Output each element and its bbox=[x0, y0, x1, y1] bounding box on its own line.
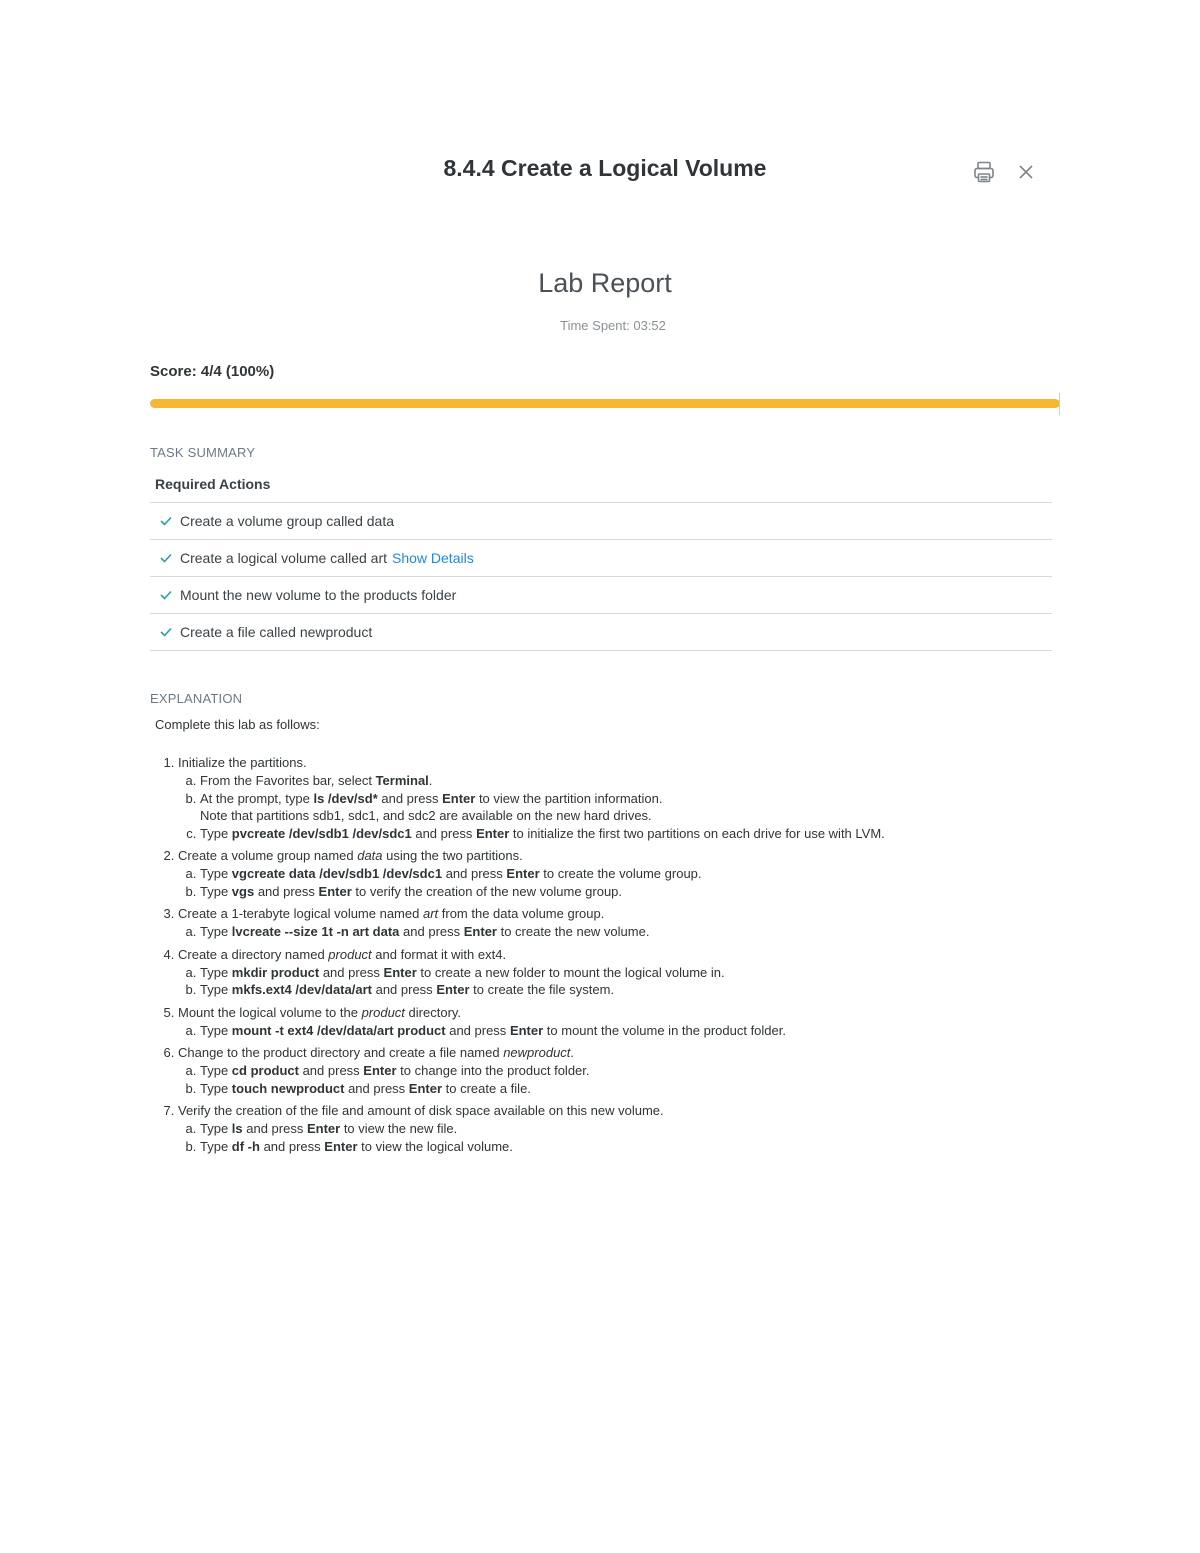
command-text: Enter bbox=[476, 825, 510, 841]
sub-step-item bbox=[200, 825, 1050, 843]
step-text: Initialize the partitions. bbox=[178, 755, 307, 770]
sub-step-item bbox=[200, 1022, 1050, 1040]
command-text: Enter bbox=[408, 1080, 443, 1096]
task-row bbox=[150, 577, 1052, 614]
step-text: Create a 1-terabyte logical volume named bbox=[178, 906, 423, 921]
sub-step-item bbox=[200, 865, 1050, 883]
command-text: df -h bbox=[231, 1138, 260, 1154]
command-text: Enter bbox=[324, 1138, 358, 1154]
score-progress-bar bbox=[150, 399, 1060, 408]
step-text: to create a new folder to mount the logical volume in. bbox=[416, 964, 725, 980]
sub-steps-list bbox=[178, 964, 1050, 999]
page-title: 8.4.4 Create a Logical Volume bbox=[443, 155, 767, 181]
task-text: Create a logical volume called art bbox=[180, 550, 387, 566]
step-text: to create a file. bbox=[442, 1080, 531, 1096]
step-text: Create a volume group named bbox=[178, 848, 358, 863]
step-note: Note that partitions sdb1, sdc1, and sdc2 are available on the new hard drives. bbox=[200, 808, 652, 823]
sub-steps-list bbox=[178, 1062, 1050, 1097]
step-text: . bbox=[428, 773, 433, 788]
sub-steps-list bbox=[178, 1022, 1050, 1040]
step-text: . bbox=[570, 1045, 575, 1060]
step-text: to create the new volume. bbox=[496, 924, 650, 939]
command-text: ls bbox=[231, 1121, 243, 1136]
step-text: Create a directory named bbox=[178, 946, 329, 962]
step-text: From the Favorites bar, select bbox=[200, 773, 376, 788]
checkmark-icon bbox=[160, 588, 174, 602]
task-row bbox=[150, 503, 1052, 540]
sub-steps-list bbox=[178, 1120, 1050, 1155]
step-text: Type bbox=[200, 825, 232, 841]
emphasis-text: newproduct bbox=[503, 1045, 571, 1060]
step-text: Type bbox=[200, 982, 232, 997]
step-text: and press bbox=[298, 1063, 364, 1078]
step-text: and press bbox=[242, 1121, 307, 1136]
show-details-link[interactable]: Show Details bbox=[392, 550, 474, 566]
step-text: to verify the creation of the new volume group. bbox=[351, 883, 623, 899]
step-text: Type bbox=[200, 964, 232, 980]
command-text: pvcreate /dev/sdb1 /dev/sdc1 bbox=[231, 825, 412, 841]
command-text: Enter bbox=[306, 1121, 341, 1136]
command-text: vgcreate data /dev/sdb1 /dev/sdc1 bbox=[231, 866, 443, 881]
sub-step-item bbox=[200, 1062, 1050, 1080]
command-text: Terminal bbox=[375, 773, 429, 788]
sub-step-item bbox=[200, 1120, 1050, 1138]
step-text: and press bbox=[411, 825, 477, 841]
step-text: to create the file system. bbox=[469, 982, 615, 997]
step-text: and press bbox=[319, 964, 384, 980]
step-text: and press bbox=[259, 1138, 325, 1154]
sub-step-item bbox=[200, 790, 1050, 825]
step-text: and press bbox=[254, 883, 319, 899]
command-text: mount -t ext4 /dev/data/art product bbox=[231, 1022, 446, 1038]
step-text: to change into the product folder. bbox=[396, 1063, 590, 1078]
task-text: Mount the new volume to the products folder bbox=[180, 587, 457, 603]
step-text: to view the logical volume. bbox=[357, 1138, 513, 1154]
task-table bbox=[150, 466, 1052, 651]
close-icon[interactable] bbox=[1012, 158, 1040, 186]
step-text: Type bbox=[200, 1121, 232, 1136]
step-text: Type bbox=[200, 1080, 232, 1096]
step-text: using the two partitions. bbox=[382, 848, 523, 863]
command-text: Enter bbox=[509, 1022, 544, 1038]
steps-list bbox=[150, 754, 1050, 1155]
command-text: Enter bbox=[318, 883, 352, 899]
command-text: Enter bbox=[506, 866, 540, 881]
step-item bbox=[178, 847, 1050, 900]
step-text: Change to the product directory and create a file named bbox=[178, 1045, 504, 1060]
step-text: to view the partition information. bbox=[475, 790, 663, 806]
step-text: Type bbox=[200, 883, 232, 899]
step-text: and press bbox=[442, 866, 507, 881]
step-text: from the data volume group. bbox=[438, 906, 605, 921]
report-title: Lab Report bbox=[538, 268, 672, 298]
header-actions bbox=[970, 158, 1040, 186]
command-text: lvcreate --size 1t -n art data bbox=[231, 924, 400, 939]
step-text: and press bbox=[399, 924, 464, 939]
explanation-label: EXPLANATION bbox=[150, 691, 243, 706]
command-text: Enter bbox=[436, 982, 470, 997]
step-text: Verify the creation of the file and amount of disk space available on this new volume. bbox=[178, 1103, 664, 1118]
sub-step-item bbox=[200, 772, 1050, 790]
command-text: mkfs.ext4 /dev/data/art bbox=[231, 982, 372, 997]
step-text: and press bbox=[445, 1022, 510, 1038]
command-text: mkdir product bbox=[231, 964, 320, 980]
step-item bbox=[178, 905, 1050, 941]
emphasis-text: product bbox=[328, 946, 372, 962]
sub-step-item bbox=[200, 981, 1050, 999]
command-text: Enter bbox=[463, 924, 497, 939]
step-text: and press bbox=[371, 982, 437, 997]
printer-icon[interactable] bbox=[970, 158, 998, 186]
task-row bbox=[150, 540, 1052, 577]
checkmark-icon bbox=[160, 514, 174, 528]
step-item bbox=[178, 946, 1050, 999]
task-row bbox=[150, 614, 1052, 651]
command-text: ls /dev/sd* bbox=[313, 790, 378, 806]
task-summary-label: TASK SUMMARY bbox=[150, 445, 256, 460]
task-table-header: Required Actions bbox=[150, 466, 1052, 503]
step-text: Type bbox=[200, 924, 232, 939]
step-text: directory. bbox=[404, 1004, 462, 1020]
step-text: and format it with ext4. bbox=[371, 946, 507, 962]
sub-step-item bbox=[200, 1080, 1050, 1098]
sub-steps-list bbox=[178, 772, 1050, 842]
command-text: touch newproduct bbox=[231, 1080, 345, 1096]
step-text: Type bbox=[200, 1063, 232, 1078]
command-text: cd product bbox=[231, 1063, 299, 1078]
sub-step-item bbox=[200, 1138, 1050, 1156]
step-text: Type bbox=[200, 1138, 232, 1154]
explanation-intro: Complete this lab as follows: bbox=[155, 717, 320, 732]
command-text: Enter bbox=[442, 790, 476, 806]
step-text: and press bbox=[377, 790, 443, 806]
task-text: Create a volume group called data bbox=[180, 513, 395, 529]
progress-end-marker bbox=[1059, 393, 1060, 415]
step-item bbox=[178, 754, 1050, 842]
step-item bbox=[178, 1044, 1050, 1097]
step-text: Type bbox=[200, 866, 232, 881]
step-item bbox=[178, 1102, 1050, 1155]
time-spent: Time Spent: 03:52 bbox=[560, 318, 666, 333]
step-text: to initialize the first two partitions on each drive for use with LVM. bbox=[509, 825, 885, 841]
emphasis-text: product bbox=[361, 1004, 405, 1020]
score-progress-fill bbox=[150, 399, 1060, 408]
step-text: to view the new file. bbox=[340, 1121, 458, 1136]
task-text: Create a file called newproduct bbox=[180, 624, 373, 640]
step-text: and press bbox=[344, 1080, 409, 1096]
emphasis-text: data bbox=[357, 848, 383, 863]
checkmark-icon bbox=[160, 551, 174, 565]
step-text: to create the volume group. bbox=[539, 866, 702, 881]
step-text: At the prompt, type bbox=[200, 790, 314, 806]
sub-steps-list bbox=[178, 865, 1050, 900]
step-text: Type bbox=[200, 1022, 232, 1038]
step-text: to mount the volume in the product folder. bbox=[543, 1022, 786, 1038]
sub-step-item bbox=[200, 923, 1050, 941]
sub-steps-list bbox=[178, 923, 1050, 941]
emphasis-text: art bbox=[422, 906, 439, 921]
step-text: Mount the logical volume to the bbox=[178, 1004, 362, 1020]
command-text: Enter bbox=[363, 1063, 397, 1078]
sub-step-item bbox=[200, 883, 1050, 901]
explanation-body bbox=[150, 716, 1050, 1160]
sub-step-item bbox=[200, 964, 1050, 982]
score: Score: 4/4 (100%) bbox=[150, 363, 275, 380]
command-text: Enter bbox=[383, 964, 417, 980]
step-item bbox=[178, 1004, 1050, 1040]
command-text: vgs bbox=[231, 883, 255, 899]
checkmark-icon bbox=[160, 625, 174, 639]
